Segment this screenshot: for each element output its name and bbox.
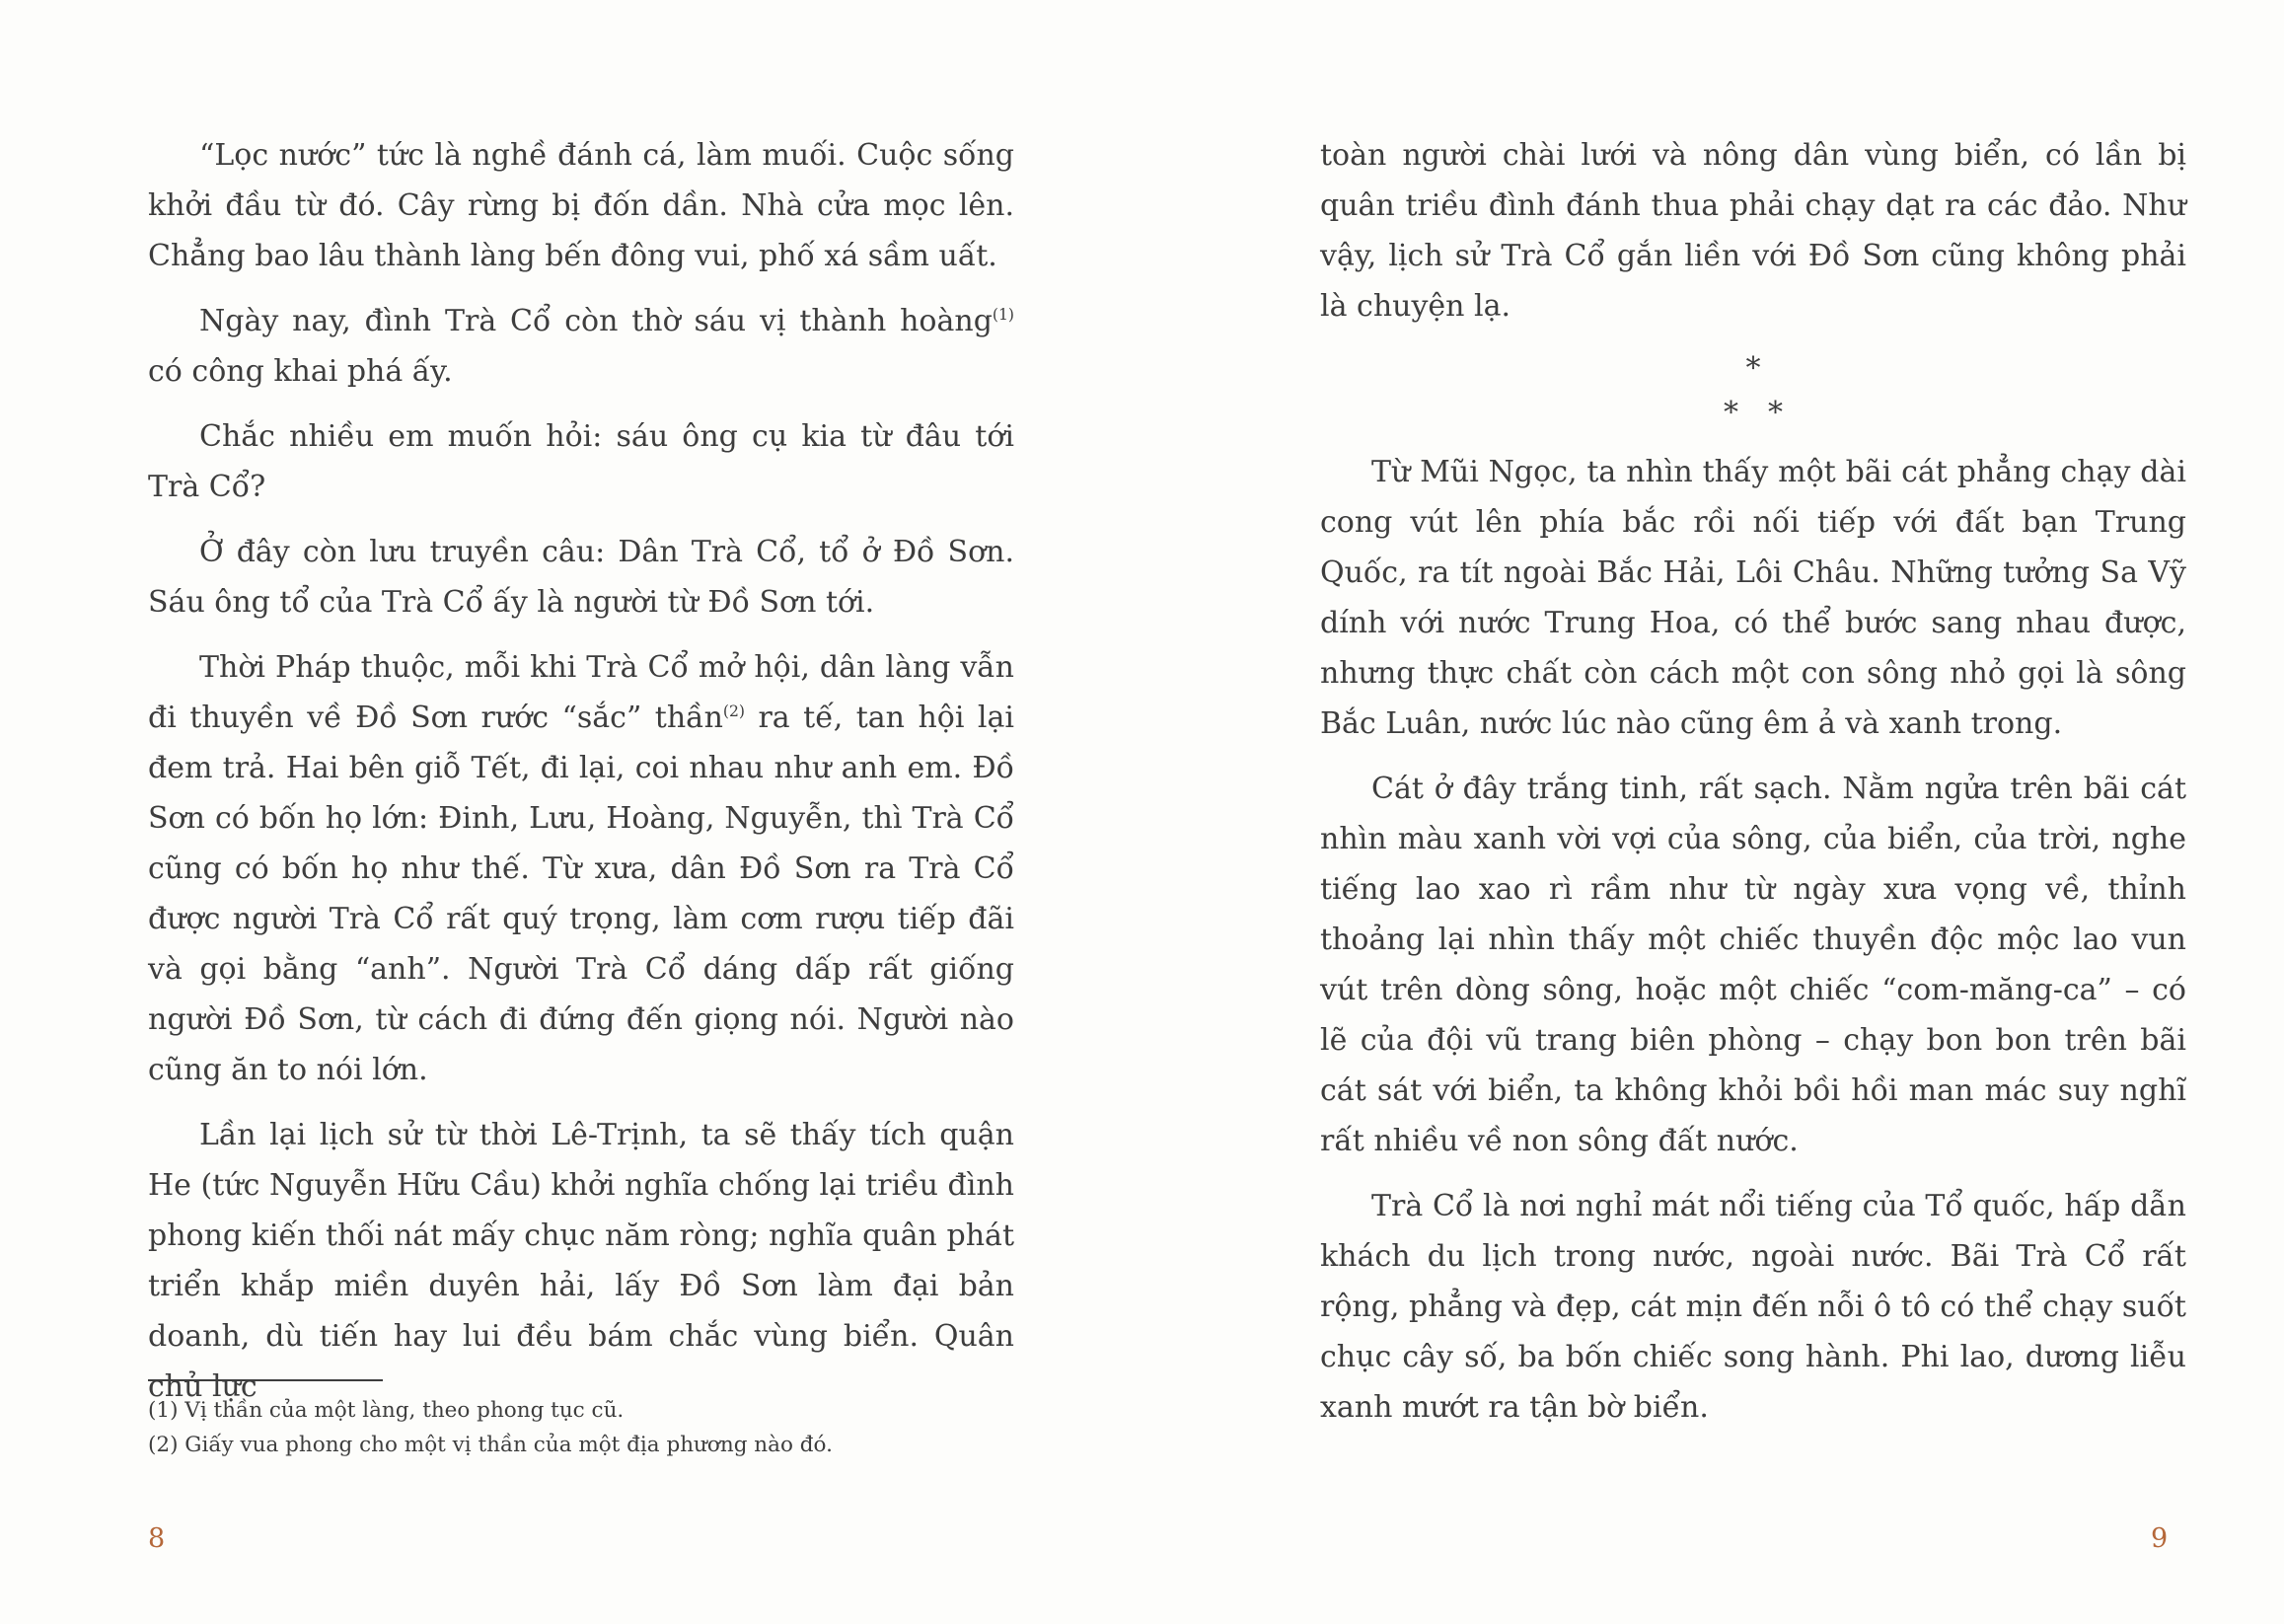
left-page-text	[148, 130, 1014, 1427]
paragraph: Chắc nhiều em muốn hỏi: sáu ông cụ kia từ đâu tới Trà Cổ?	[148, 419, 1014, 504]
page-number-right: 9	[2151, 1523, 2169, 1554]
paragraph: Từ Mũi Ngọc, ta nhìn thấy một bãi cát phẳng chạy dài cong vút lên phía bắc rồi nối tiếp với đất bạn Trung Quốc, ra tít ngoài Bắc Hải, Lôi Châu. Những tưởng Sa Vỹ dính với nước Trung Hoa, có thể bước sang nhau được, nhưng thực chất còn cách một con sông nhỏ gọi là sông Bắc Luân, nước lúc nào cũng êm ả và xanh trong.	[1320, 455, 2186, 741]
paragraph: Ngày nay, đình Trà Cổ còn thờ sáu vị thành hoàng$^{(1)}$ có công khai phá ấy.	[148, 304, 1014, 389]
footnote-1: (1) Vị thần của một làng, theo phong tục cũ.	[148, 1398, 625, 1423]
paragraph: Trà Cổ là nơi nghỉ mát nổi tiếng của Tổ quốc, hấp dẫn khách du lịch trong nước, ngoài nước. Bãi Trà Cổ rất rộng, phẳng và đẹp, cát mịn đến nỗi ô tô có thể chạy suốt chục cây số, ba bốn chiếc song hành. Phi lao, dương liễu xanh mướt ra tận bờ biển.	[1320, 1189, 2186, 1425]
paragraph: toàn người chài lưới và nông dân vùng biển, có lần bị quân triều đình đánh thua phải chạy dạt ra các đảo. Như vậy, lịch sử Trà Cổ gắn liền với Đồ Sơn cũng không phải là chuyện lạ.	[1320, 138, 2186, 324]
section-break	[1320, 346, 2186, 435]
footnotes-block	[148, 1379, 1014, 1462]
section-break-asterisk-top: *	[1745, 351, 1761, 386]
paragraph: Thời Pháp thuộc, mỗi khi Trà Cổ mở hội, dân làng vẫn đi thuyền về Đồ Sơn rước “sắc” thần$^{(2)}$ ra tế, tan hội lại đem trả. Hai bên giỗ Tết, đi lại, coi nhau như anh em. Đồ Sơn có bốn họ lớn: Đinh, Lưu, Hoàng, Nguyễn, thì Trà Cổ cũng có bốn họ như thế. Từ xưa, dân Đồ Sơn ra Trà Cổ được người Trà Cổ rất quý trọng, làm cơm rượu tiếp đãi và gọi bằng “anh”. Người Trà Cổ dáng dấp rất giống người Đồ Sơn, từ cách đi đứng đến giọng nói. Người nào cũng ăn to nói lớn.	[148, 650, 1014, 1087]
page-number-left: 8	[148, 1523, 166, 1554]
paragraph: Lần lại lịch sử từ thời Lê-Trịnh, ta sẽ thấy tích quận He (tức Nguyễn Hữu Cầu) khởi nghĩa chống lại triều đình phong kiến thối nát mấy chục năm ròng; nghĩa quân phát triển khắp miền duyên hải, lấy Đồ Sơn làm đại bản doanh, dù tiến hay lui đều bám chắc vùng biển. Quân chủ lực	[148, 1118, 1014, 1404]
section-break-asterisk-bottom: * *	[1724, 396, 1783, 430]
footnote-marker: (1)	[992, 306, 1014, 324]
footnote-divider	[148, 1379, 383, 1381]
right-page-continuation	[1320, 130, 2186, 332]
right-page-text	[1320, 130, 2186, 1447]
footnote-2: (2) Giấy vua phong cho một vị thần của một địa phương nào đó.	[148, 1433, 833, 1457]
right-page-body	[1320, 447, 2186, 1433]
paragraph: “Lọc nước” tức là nghề đánh cá, làm muối. Cuộc sống khởi đầu từ đó. Cây rừng bị đốn dần. Nhà cửa mọc lên. Chẳng bao lâu thành làng bến đông vui, phố xá sầm uất.	[148, 138, 1014, 273]
paragraph: Cát ở đây trắng tinh, rất sạch. Nằm ngửa trên bãi cát nhìn màu xanh vời vợi của sông, của biển, của trời, nghe tiếng lao xao rì rầm như từ ngày xưa vọng về, thỉnh thoảng lại nhìn thấy một chiếc thuyền độc mộc lao vun vút trên dòng sông, hoặc một chiếc “com-măng-ca” – có lẽ của đội vũ trang biên phòng – chạy bon bon trên bãi cát sát với biển, ta không khỏi bồi hồi man mác suy nghĩ rất nhiều về non sông đất nước.	[1320, 772, 2186, 1158]
footnote-marker: (2)	[722, 702, 745, 720]
paragraph: Ở đây còn lưu truyền câu: Dân Trà Cổ, tổ ở Đồ Sơn. Sáu ông tổ của Trà Cổ ấy là người từ Đồ Sơn tới.	[148, 535, 1014, 620]
